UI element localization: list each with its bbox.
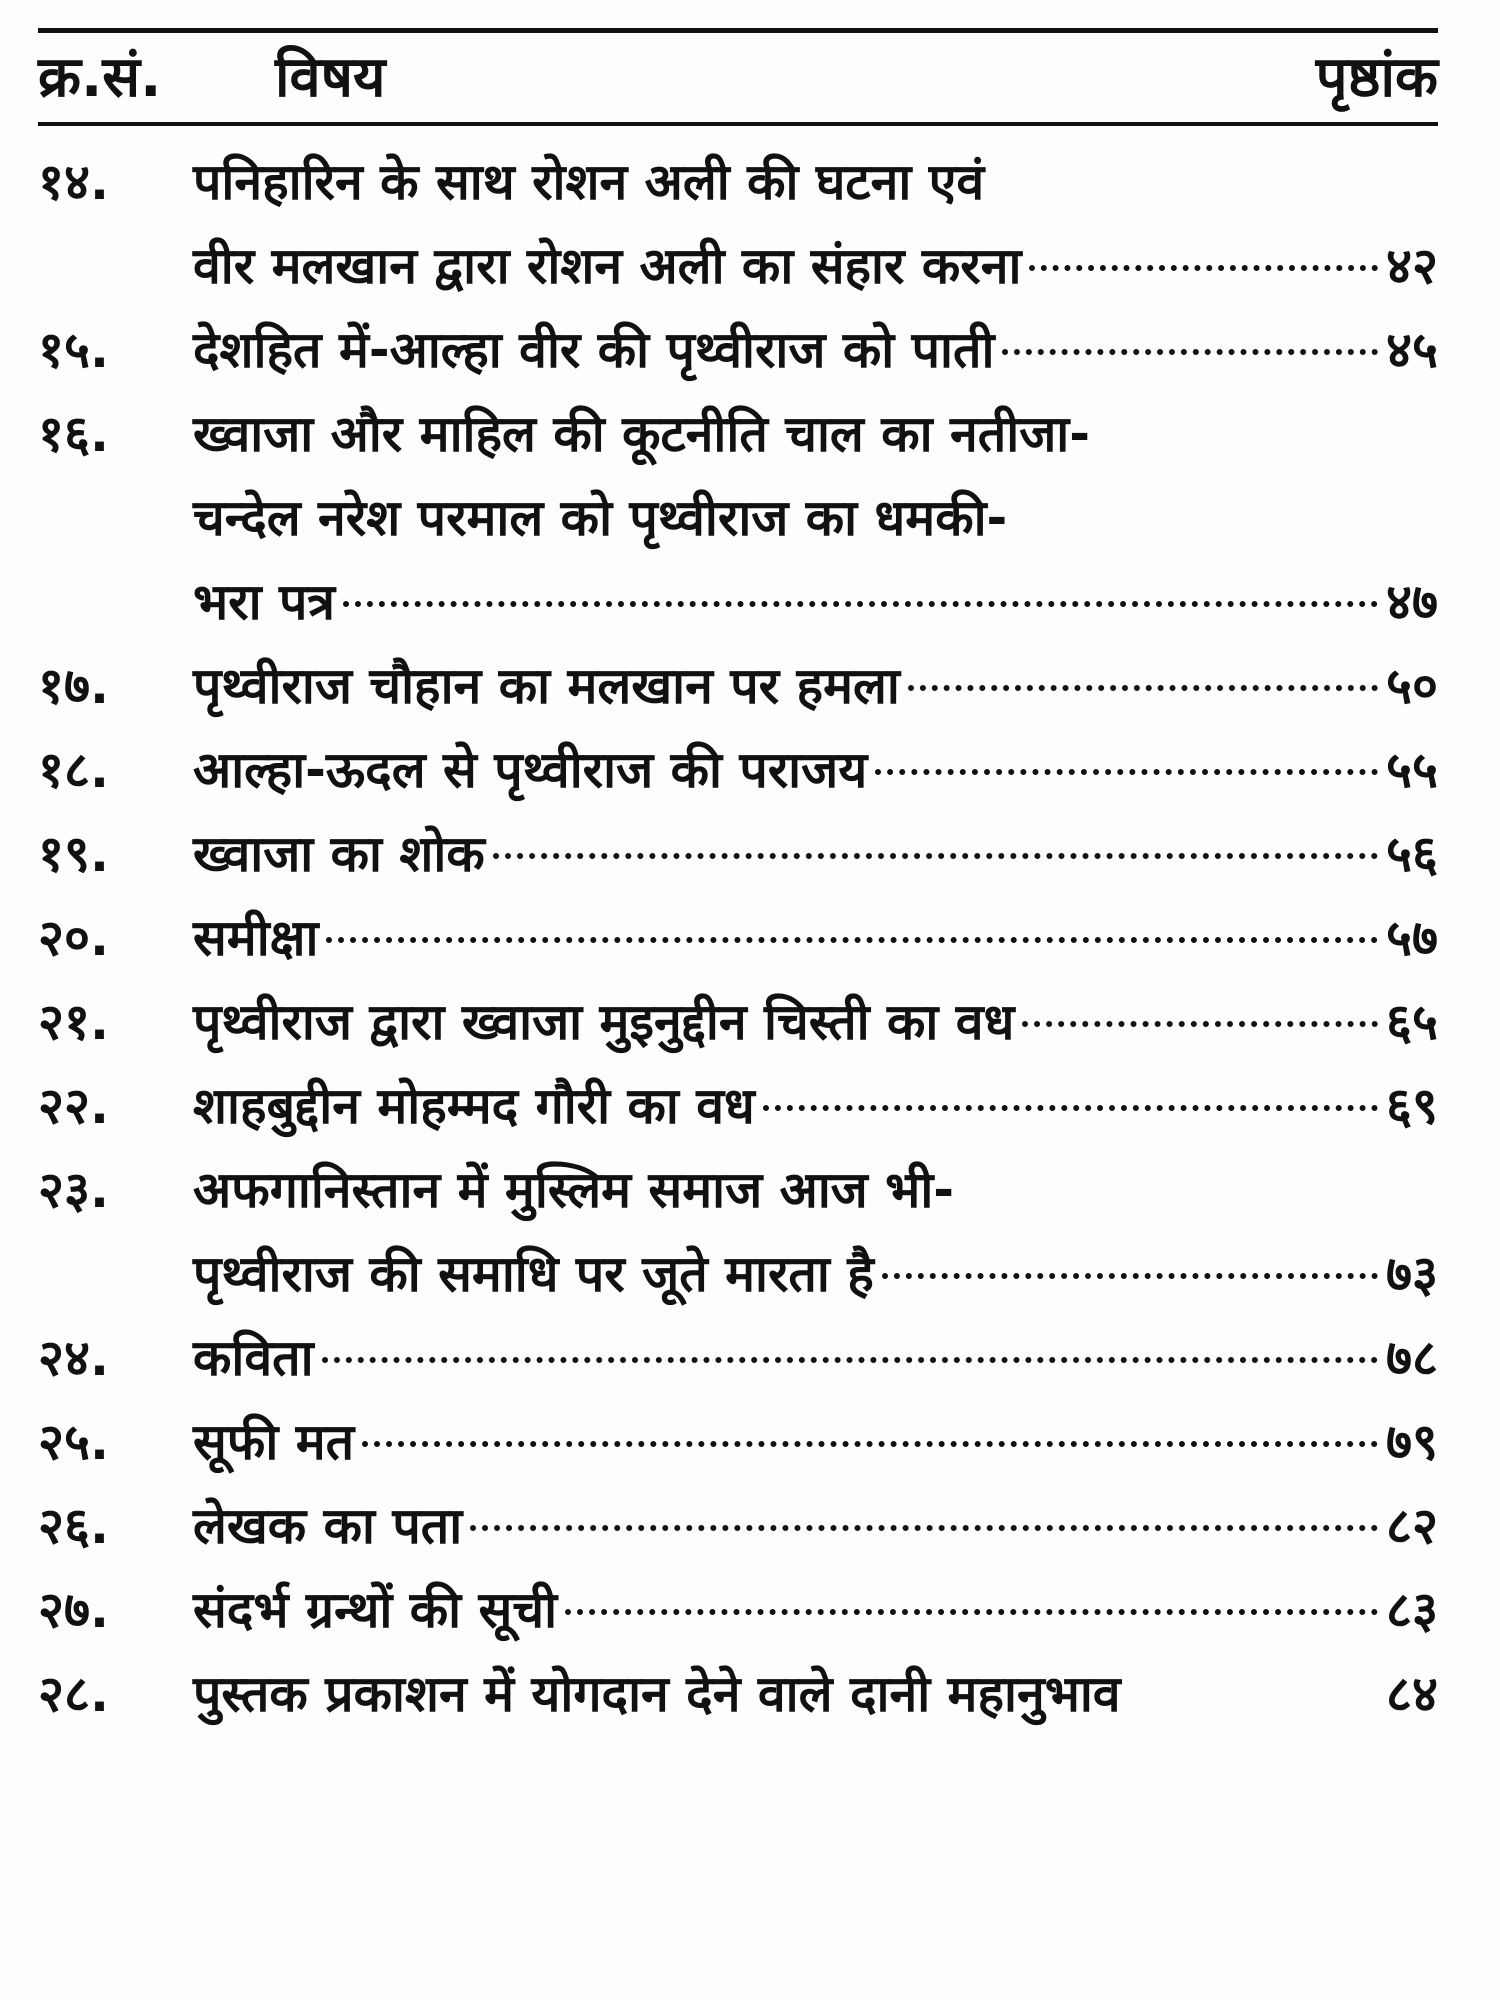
entry-title-text: पृथ्वीराज की समाधि पर जूते मारता है [193, 1245, 874, 1303]
entry-title-text: ख्वाजा और माहिल की कूटनीति चाल का नतीजा- [193, 405, 1091, 463]
entry-number: १७. [38, 657, 109, 715]
entry-title-line [193, 308, 1438, 392]
dot-leader [908, 685, 1378, 691]
entry-number: १८. [38, 741, 109, 799]
entry-page-number: ७९ [1386, 1413, 1438, 1471]
toc-entry [38, 728, 1438, 812]
dot-leader [875, 769, 1378, 775]
entry-page-number: ४२ [1386, 237, 1438, 295]
serial-number-header: क्र.सं. [38, 45, 162, 110]
entry-number: १६. [38, 405, 109, 463]
entry-title-line [193, 1148, 1438, 1232]
dot-leader [1029, 265, 1378, 271]
dot-leader [882, 1273, 1378, 1279]
entry-page-number: ८३ [1386, 1581, 1438, 1639]
toc-entry [38, 1652, 1438, 1736]
dot-leader [1002, 349, 1378, 355]
entry-page-number: ६५ [1386, 993, 1438, 1051]
table-of-contents [38, 140, 1438, 1736]
dot-leader [343, 601, 1378, 607]
toc-entry [38, 896, 1438, 980]
toc-entry [38, 1064, 1438, 1148]
entry-title-line [193, 1400, 1438, 1484]
entry-title-text: पनिहारिन के साथ रोशन अली की घटना एवं [193, 153, 985, 211]
entry-title-line [193, 1316, 1438, 1400]
toc-entry [38, 1484, 1438, 1568]
entry-number: १९. [38, 825, 109, 883]
entry-number: १५. [38, 321, 109, 379]
entry-number: २०. [38, 909, 109, 967]
entry-page-number: ५६ [1386, 825, 1438, 883]
entry-title-text: पुस्तक प्रकाशन में योगदान देने वाले दानी महानुभाव [193, 1665, 1121, 1723]
entry-title-line [193, 1568, 1438, 1652]
top-rule [38, 28, 1438, 33]
entry-number: २५. [38, 1413, 109, 1471]
entry-title-text: समीक्षा [193, 909, 319, 967]
dot-leader [763, 1105, 1378, 1111]
toc-entry [38, 644, 1438, 728]
entry-title-text: वीर मलखान द्वारा रोशन अली का संहार करना [193, 237, 1022, 295]
entry-title-line [193, 1484, 1438, 1568]
entry-number: २७. [38, 1581, 109, 1639]
dot-leader [1022, 1021, 1378, 1027]
entry-title-text: कविता [193, 1329, 314, 1387]
entry-title-line [193, 644, 1438, 728]
entry-page-number: ४५ [1386, 321, 1438, 379]
entry-title-line [193, 140, 1438, 224]
entry-title-text: पृथ्वीराज द्वारा ख्वाजा मुइनुद्दीन चिस्ती का वध [193, 993, 1015, 1051]
toc-entry [38, 308, 1438, 392]
entry-page-number: ५० [1386, 657, 1438, 715]
header-rule [38, 122, 1438, 126]
entry-page-number: ४७ [1386, 573, 1438, 631]
toc-entry [38, 140, 1438, 308]
entry-page-number: ५५ [1386, 741, 1438, 799]
entry-title-text: शाहबुद्दीन मोहम्मद गौरी का वध [193, 1077, 755, 1135]
toc-entry [38, 1400, 1438, 1484]
entry-title-text: पृथ्वीराज चौहान का मलखान पर हमला [193, 657, 900, 715]
entry-number: २६. [38, 1497, 109, 1555]
entry-number: २८. [38, 1665, 109, 1723]
toc-entry [38, 1568, 1438, 1652]
entry-page-number: ७८ [1386, 1329, 1438, 1387]
entry-page-number: ८२ [1386, 1497, 1438, 1555]
entry-title-line [193, 1064, 1438, 1148]
dot-leader [322, 1357, 1378, 1363]
entry-number: २२. [38, 1077, 109, 1135]
entry-page-number: ५७ [1386, 909, 1438, 967]
entry-number: २३. [38, 1161, 109, 1219]
entry-number: २१. [38, 993, 109, 1051]
page-number-header: पृष्ठांक [1315, 45, 1438, 110]
entry-title-text: देशहित में-आल्हा वीर की पृथ्वीराज को पाती [193, 321, 995, 379]
entry-title-line [193, 476, 1438, 560]
entry-title-line [193, 224, 1438, 308]
toc-entry [38, 1148, 1438, 1316]
entry-title-text: संदर्भ ग्रन्थों की सूची [193, 1581, 558, 1639]
entry-number: १४. [38, 153, 109, 211]
entry-page-number: ७३ [1386, 1245, 1438, 1303]
entry-title-line [193, 980, 1438, 1064]
entry-title-text: अफगानिस्तान में मुस्लिम समाज आज भी- [193, 1161, 955, 1219]
toc-entry [38, 812, 1438, 896]
entry-title-line [193, 728, 1438, 812]
entry-title-text: ख्वाजा का शोक [193, 825, 485, 883]
entry-title-line [193, 392, 1438, 476]
entry-title-text: भरा पत्र [193, 573, 335, 631]
entry-title-line [193, 560, 1438, 644]
dot-leader [565, 1609, 1378, 1615]
dot-leader [326, 937, 1378, 943]
entry-title-text: चन्देल नरेश परमाल को पृथ्वीराज का धमकी- [193, 489, 1008, 547]
entry-title-line [193, 1652, 1438, 1736]
entry-title-line [193, 1232, 1438, 1316]
entry-page-number: ६९ [1386, 1077, 1438, 1135]
toc-entry [38, 392, 1438, 644]
dot-leader [470, 1525, 1378, 1531]
subject-header: विषय [275, 45, 386, 110]
entry-page-number: ८४ [1386, 1665, 1438, 1723]
entry-title-text: लेखक का पता [193, 1497, 463, 1555]
entry-title-line [193, 812, 1438, 896]
entry-title-text: सूफी मत [193, 1413, 355, 1471]
dot-leader [362, 1441, 1378, 1447]
entry-title-line [193, 896, 1438, 980]
toc-entry [38, 980, 1438, 1064]
toc-entry [38, 1316, 1438, 1400]
dot-leader [493, 853, 1378, 859]
entry-title-text: आल्हा-ऊदल से पृथ्वीराज की पराजय [193, 741, 868, 799]
entry-number: २४. [38, 1329, 109, 1387]
